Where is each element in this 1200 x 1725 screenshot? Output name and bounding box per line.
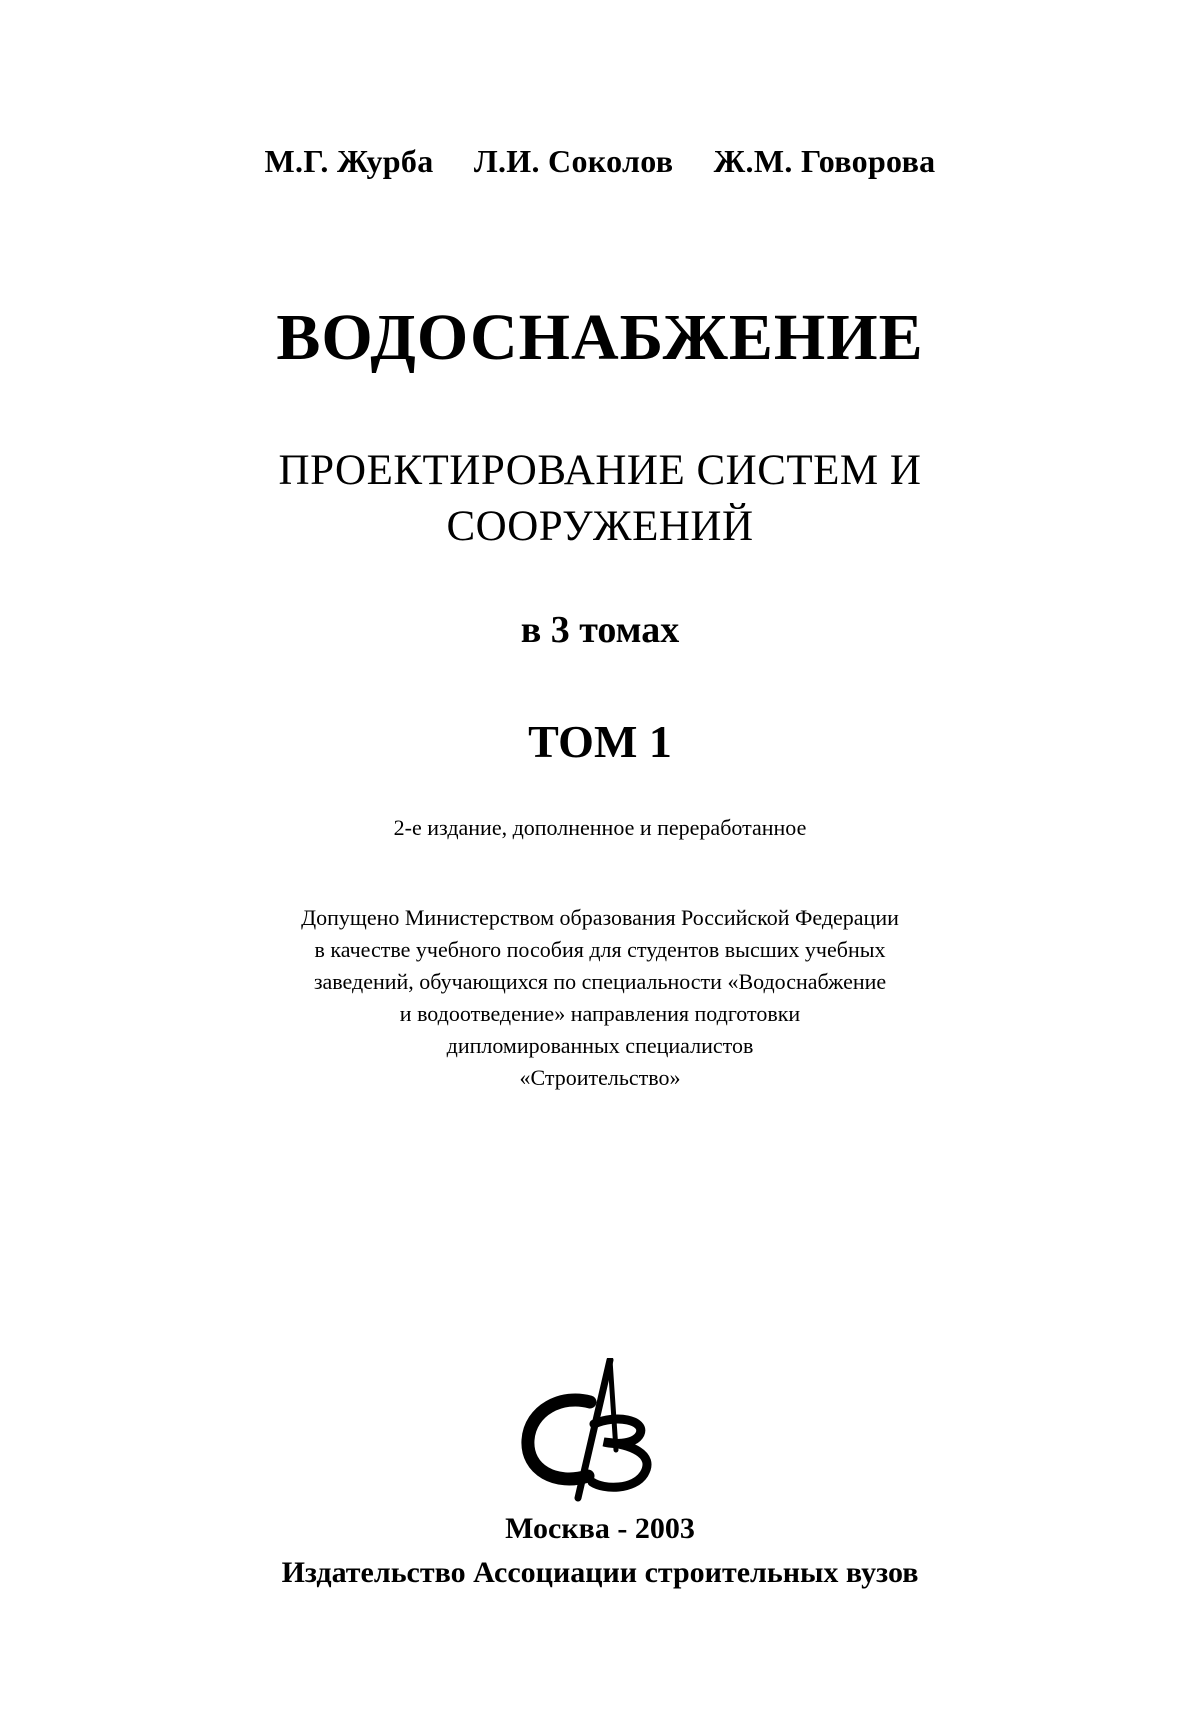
approval-line-3: заведений, обучающихся по специальности «Водоснабжение xyxy=(313,969,887,994)
authors-line xyxy=(0,143,1200,180)
subtitle-line-2: СООРУЖЕНИЙ xyxy=(446,503,754,550)
author-2: Л.И. Соколов xyxy=(473,143,674,179)
publisher-name: Издательство Ассоциации строительных вузов xyxy=(281,1556,919,1589)
approval-line-4: и водоотведение» направления подготовки xyxy=(399,1001,801,1026)
approval-line-2: в качестве учебного пособия для студентов высших учебных xyxy=(314,937,886,962)
approval-line-6: «Строительство» xyxy=(519,1065,681,1090)
approval-line-1: Допущено Министерством образования Российской Федерации xyxy=(301,905,899,930)
book-title: ВОДОСНАБЖЕНИЕ xyxy=(276,301,924,374)
author-3: Ж.М. Говорова xyxy=(713,143,936,179)
approval-line-5: дипломированных специалистов xyxy=(446,1033,754,1058)
volumes-count: в 3 томах xyxy=(520,609,680,651)
edition-note: 2-е издание, дополненное и переработанное xyxy=(393,815,807,840)
tome-number: ТОМ 1 xyxy=(528,716,672,767)
subtitle-line-1: ПРОЕКТИРОВАНИЕ СИСТЕМ И xyxy=(278,447,922,494)
author-1: М.Г. Журба xyxy=(264,143,434,179)
city-year: Москва - 2003 xyxy=(505,1512,695,1545)
publisher-logo-icon xyxy=(512,1358,672,1508)
